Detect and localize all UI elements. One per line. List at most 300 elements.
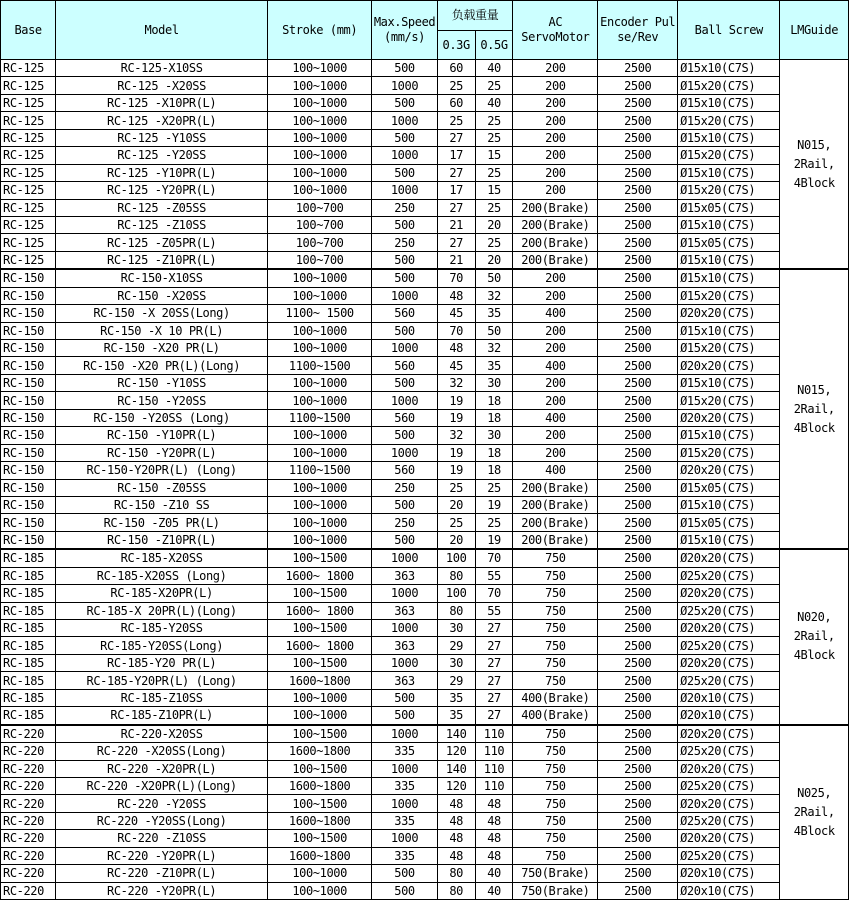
cell-load-03g: 48 bbox=[437, 812, 475, 829]
cell-load-03g: 45 bbox=[437, 357, 475, 374]
cell-load-03g: 60 bbox=[437, 94, 475, 111]
cell-stroke: 1600~1800 bbox=[267, 743, 371, 760]
cell-stroke: 1600~1800 bbox=[267, 777, 371, 794]
cell-load-05g: 27 bbox=[475, 672, 513, 689]
cell-max-speed: 500 bbox=[372, 129, 437, 146]
cell-ball-screw: Ø20x10(C7S) bbox=[678, 882, 780, 899]
cell-ball-screw: Ø15x10(C7S) bbox=[678, 531, 780, 549]
cell-servo-motor: 750 bbox=[513, 620, 598, 637]
cell-model: RC-220 -X20SS(Long) bbox=[56, 743, 268, 760]
cell-load-05g: 110 bbox=[475, 760, 513, 777]
cell-encoder: 2500 bbox=[598, 882, 678, 899]
cell-max-speed: 1000 bbox=[372, 147, 437, 164]
cell-ball-screw: Ø20x20(C7S) bbox=[678, 409, 780, 426]
cell-load-05g: 48 bbox=[475, 847, 513, 864]
cell-load-03g: 29 bbox=[437, 637, 475, 654]
header-servo-motor: AC ServoMotor bbox=[513, 1, 598, 60]
cell-base: RC-185 bbox=[1, 549, 56, 567]
cell-ball-screw: Ø15x10(C7S) bbox=[678, 427, 780, 444]
cell-max-speed: 335 bbox=[372, 847, 437, 864]
cell-encoder: 2500 bbox=[598, 199, 678, 216]
cell-ball-screw: Ø20x20(C7S) bbox=[678, 795, 780, 812]
cell-servo-motor: 750 bbox=[513, 760, 598, 777]
cell-ball-screw: Ø15x20(C7S) bbox=[678, 112, 780, 129]
cell-base: RC-125 bbox=[1, 234, 56, 251]
cell-load-05g: 20 bbox=[475, 251, 513, 269]
table-row bbox=[1, 427, 849, 444]
cell-stroke: 100~1000 bbox=[267, 531, 371, 549]
cell-model: RC-150 -Y10PR(L) bbox=[56, 427, 268, 444]
cell-encoder: 2500 bbox=[598, 269, 678, 287]
cell-model: RC-220 -Y20PR(L) bbox=[56, 847, 268, 864]
cell-load-05g: 27 bbox=[475, 637, 513, 654]
cell-load-05g: 19 bbox=[475, 496, 513, 513]
cell-base: RC-125 bbox=[1, 182, 56, 199]
cell-encoder: 2500 bbox=[598, 847, 678, 864]
cell-ball-screw: Ø20x20(C7S) bbox=[678, 462, 780, 479]
cell-servo-motor: 750(Brake) bbox=[513, 882, 598, 899]
cell-load-03g: 45 bbox=[437, 305, 475, 322]
cell-servo-motor: 750 bbox=[513, 777, 598, 794]
cell-max-speed: 500 bbox=[372, 322, 437, 339]
lm-guide-line: N015, bbox=[797, 137, 832, 152]
cell-stroke: 100~1000 bbox=[267, 129, 371, 146]
cell-lm-guide bbox=[780, 549, 849, 724]
cell-stroke: 100~1000 bbox=[267, 392, 371, 409]
cell-model: RC-185-X20PR(L) bbox=[56, 585, 268, 602]
cell-model: RC-125 -Z05SS bbox=[56, 199, 268, 216]
cell-load-05g: 35 bbox=[475, 357, 513, 374]
cell-max-speed: 335 bbox=[372, 777, 437, 794]
header-encoder: Encoder Pulse/Rev bbox=[598, 1, 678, 60]
cell-ball-screw: Ø15x20(C7S) bbox=[678, 392, 780, 409]
cell-load-03g: 27 bbox=[437, 164, 475, 181]
cell-stroke: 100~1500 bbox=[267, 654, 371, 671]
cell-servo-motor: 750 bbox=[513, 585, 598, 602]
cell-model: RC-185-X 20PR(L)(Long) bbox=[56, 602, 268, 619]
cell-encoder: 2500 bbox=[598, 760, 678, 777]
cell-base: RC-150 bbox=[1, 269, 56, 287]
cell-servo-motor: 400(Brake) bbox=[513, 707, 598, 725]
cell-stroke: 100~1500 bbox=[267, 549, 371, 567]
cell-max-speed: 1000 bbox=[372, 287, 437, 304]
cell-servo-motor: 200(Brake) bbox=[513, 251, 598, 269]
cell-load-03g: 17 bbox=[437, 182, 475, 199]
cell-encoder: 2500 bbox=[598, 305, 678, 322]
table-row bbox=[1, 830, 849, 847]
cell-stroke: 1100~ 1500 bbox=[267, 305, 371, 322]
cell-load-05g: 50 bbox=[475, 322, 513, 339]
cell-load-05g: 18 bbox=[475, 409, 513, 426]
table-row bbox=[1, 514, 849, 531]
table-row bbox=[1, 689, 849, 706]
cell-ball-screw: Ø15x20(C7S) bbox=[678, 287, 780, 304]
cell-model: RC-185-X20SS bbox=[56, 549, 268, 567]
cell-load-05g: 18 bbox=[475, 462, 513, 479]
cell-max-speed: 500 bbox=[372, 60, 437, 77]
cell-servo-motor: 750 bbox=[513, 830, 598, 847]
cell-base: RC-185 bbox=[1, 602, 56, 619]
lm-guide-line: 4Block bbox=[793, 823, 835, 838]
cell-model: RC-185-Y20SS bbox=[56, 620, 268, 637]
table-row bbox=[1, 637, 849, 654]
header-ball-screw: Ball Screw bbox=[678, 1, 780, 60]
header-base: Base bbox=[1, 1, 56, 60]
cell-load-05g: 18 bbox=[475, 392, 513, 409]
table-row bbox=[1, 129, 849, 146]
cell-load-05g: 19 bbox=[475, 531, 513, 549]
cell-load-03g: 21 bbox=[437, 216, 475, 233]
cell-ball-screw: Ø20x20(C7S) bbox=[678, 357, 780, 374]
cell-load-03g: 27 bbox=[437, 234, 475, 251]
cell-ball-screw: Ø25x20(C7S) bbox=[678, 812, 780, 829]
cell-lm-guide bbox=[780, 725, 849, 900]
cell-stroke: 100~1500 bbox=[267, 795, 371, 812]
cell-servo-motor: 750 bbox=[513, 637, 598, 654]
cell-model: RC-125 -Z10SS bbox=[56, 216, 268, 233]
cell-model: RC-150 -Z05 PR(L) bbox=[56, 514, 268, 531]
cell-load-05g: 25 bbox=[475, 514, 513, 531]
cell-max-speed: 250 bbox=[372, 479, 437, 496]
cell-load-05g: 55 bbox=[475, 567, 513, 584]
cell-max-speed: 1000 bbox=[372, 760, 437, 777]
cell-max-speed: 500 bbox=[372, 269, 437, 287]
cell-max-speed: 1000 bbox=[372, 830, 437, 847]
table-row bbox=[1, 251, 849, 269]
cell-load-03g: 20 bbox=[437, 496, 475, 513]
cell-servo-motor: 200 bbox=[513, 287, 598, 304]
table-row bbox=[1, 374, 849, 391]
cell-ball-screw: Ø25x20(C7S) bbox=[678, 672, 780, 689]
cell-base: RC-220 bbox=[1, 830, 56, 847]
cell-load-03g: 19 bbox=[437, 392, 475, 409]
cell-stroke: 1100~1500 bbox=[267, 462, 371, 479]
cell-load-03g: 80 bbox=[437, 865, 475, 882]
cell-base: RC-150 bbox=[1, 287, 56, 304]
cell-max-speed: 363 bbox=[372, 672, 437, 689]
cell-max-speed: 500 bbox=[372, 94, 437, 111]
cell-stroke: 100~1000 bbox=[267, 514, 371, 531]
cell-encoder: 2500 bbox=[598, 216, 678, 233]
cell-encoder: 2500 bbox=[598, 77, 678, 94]
cell-ball-screw: Ø20x20(C7S) bbox=[678, 585, 780, 602]
cell-load-05g: 30 bbox=[475, 427, 513, 444]
cell-model: RC-150 -Y20SS bbox=[56, 392, 268, 409]
lm-guide-line: N015, bbox=[797, 382, 832, 397]
lm-guide-line: 4Block bbox=[793, 420, 835, 435]
table-row bbox=[1, 462, 849, 479]
cell-servo-motor: 200 bbox=[513, 444, 598, 461]
table-row bbox=[1, 269, 849, 287]
cell-load-03g: 21 bbox=[437, 251, 475, 269]
lm-guide-line: 2Rail, bbox=[793, 804, 835, 819]
cell-load-05g: 48 bbox=[475, 795, 513, 812]
cell-model: RC-185-Y20 PR(L) bbox=[56, 654, 268, 671]
cell-max-speed: 500 bbox=[372, 531, 437, 549]
cell-max-speed: 500 bbox=[372, 216, 437, 233]
cell-model: RC-150 -Y10SS bbox=[56, 374, 268, 391]
cell-servo-motor: 750(Brake) bbox=[513, 865, 598, 882]
cell-ball-screw: Ø15x10(C7S) bbox=[678, 496, 780, 513]
cell-load-03g: 35 bbox=[437, 707, 475, 725]
cell-base: RC-185 bbox=[1, 620, 56, 637]
cell-load-05g: 18 bbox=[475, 444, 513, 461]
table-row bbox=[1, 672, 849, 689]
cell-ball-screw: Ø20x20(C7S) bbox=[678, 549, 780, 567]
cell-model: RC-150 -X20 PR(L)(Long) bbox=[56, 357, 268, 374]
cell-model: RC-220 -Z10PR(L) bbox=[56, 865, 268, 882]
cell-model: RC-125 -Y10PR(L) bbox=[56, 164, 268, 181]
cell-base: RC-125 bbox=[1, 199, 56, 216]
table-row bbox=[1, 882, 849, 899]
cell-servo-motor: 200 bbox=[513, 340, 598, 357]
table-row bbox=[1, 725, 849, 743]
cell-servo-motor: 750 bbox=[513, 567, 598, 584]
cell-max-speed: 335 bbox=[372, 743, 437, 760]
cell-model: RC-150-X10SS bbox=[56, 269, 268, 287]
cell-load-03g: 25 bbox=[437, 479, 475, 496]
cell-load-03g: 19 bbox=[437, 462, 475, 479]
table-row bbox=[1, 531, 849, 549]
lm-guide-line: 2Rail, bbox=[793, 401, 835, 416]
cell-encoder: 2500 bbox=[598, 830, 678, 847]
cell-ball-screw: Ø20x10(C7S) bbox=[678, 689, 780, 706]
cell-encoder: 2500 bbox=[598, 129, 678, 146]
cell-ball-screw: Ø25x20(C7S) bbox=[678, 743, 780, 760]
cell-encoder: 2500 bbox=[598, 795, 678, 812]
cell-load-05g: 40 bbox=[475, 60, 513, 77]
cell-load-05g: 110 bbox=[475, 725, 513, 743]
cell-model: RC-185-Z10PR(L) bbox=[56, 707, 268, 725]
cell-load-05g: 25 bbox=[475, 112, 513, 129]
cell-load-03g: 27 bbox=[437, 129, 475, 146]
cell-servo-motor: 200 bbox=[513, 182, 598, 199]
cell-stroke: 100~1500 bbox=[267, 760, 371, 777]
cell-encoder: 2500 bbox=[598, 654, 678, 671]
cell-encoder: 2500 bbox=[598, 812, 678, 829]
table-row bbox=[1, 585, 849, 602]
table-row bbox=[1, 409, 849, 426]
cell-load-05g: 20 bbox=[475, 216, 513, 233]
cell-ball-screw: Ø25x20(C7S) bbox=[678, 847, 780, 864]
table-row bbox=[1, 322, 849, 339]
cell-ball-screw: Ø15x10(C7S) bbox=[678, 374, 780, 391]
cell-stroke: 1100~1500 bbox=[267, 409, 371, 426]
cell-encoder: 2500 bbox=[598, 60, 678, 77]
cell-encoder: 2500 bbox=[598, 322, 678, 339]
cell-servo-motor: 750 bbox=[513, 654, 598, 671]
cell-model: RC-125 -Y10SS bbox=[56, 129, 268, 146]
cell-load-03g: 27 bbox=[437, 199, 475, 216]
cell-max-speed: 1000 bbox=[372, 340, 437, 357]
cell-servo-motor: 200 bbox=[513, 392, 598, 409]
table-row bbox=[1, 444, 849, 461]
header-load-03g: 0.3G bbox=[437, 31, 475, 60]
cell-servo-motor: 750 bbox=[513, 602, 598, 619]
cell-model: RC-185-X20SS (Long) bbox=[56, 567, 268, 584]
cell-encoder: 2500 bbox=[598, 672, 678, 689]
cell-stroke: 1600~1800 bbox=[267, 847, 371, 864]
cell-servo-motor: 200(Brake) bbox=[513, 234, 598, 251]
cell-base: RC-220 bbox=[1, 725, 56, 743]
cell-stroke: 100~1000 bbox=[267, 164, 371, 181]
cell-stroke: 1600~ 1800 bbox=[267, 637, 371, 654]
cell-load-03g: 48 bbox=[437, 847, 475, 864]
cell-model: RC-220-X20SS bbox=[56, 725, 268, 743]
cell-stroke: 1100~1500 bbox=[267, 357, 371, 374]
cell-model: RC-150 -Z10 SS bbox=[56, 496, 268, 513]
cell-encoder: 2500 bbox=[598, 725, 678, 743]
cell-servo-motor: 200(Brake) bbox=[513, 199, 598, 216]
cell-stroke: 100~1000 bbox=[267, 427, 371, 444]
cell-load-03g: 30 bbox=[437, 620, 475, 637]
cell-lm-guide bbox=[780, 60, 849, 270]
table-row bbox=[1, 567, 849, 584]
cell-stroke: 100~1000 bbox=[267, 147, 371, 164]
cell-servo-motor: 200(Brake) bbox=[513, 496, 598, 513]
cell-max-speed: 1000 bbox=[372, 549, 437, 567]
cell-stroke: 100~1500 bbox=[267, 620, 371, 637]
cell-load-05g: 40 bbox=[475, 882, 513, 899]
cell-load-03g: 48 bbox=[437, 830, 475, 847]
cell-ball-screw: Ø15x20(C7S) bbox=[678, 182, 780, 199]
cell-max-speed: 500 bbox=[372, 882, 437, 899]
cell-load-03g: 100 bbox=[437, 585, 475, 602]
cell-encoder: 2500 bbox=[598, 549, 678, 567]
cell-load-03g: 140 bbox=[437, 760, 475, 777]
cell-max-speed: 560 bbox=[372, 462, 437, 479]
cell-load-05g: 15 bbox=[475, 182, 513, 199]
cell-ball-screw: Ø15x10(C7S) bbox=[678, 60, 780, 77]
cell-encoder: 2500 bbox=[598, 620, 678, 637]
cell-base: RC-220 bbox=[1, 777, 56, 794]
cell-base: RC-125 bbox=[1, 77, 56, 94]
table-row bbox=[1, 112, 849, 129]
cell-servo-motor: 750 bbox=[513, 725, 598, 743]
cell-model: RC-125-X10SS bbox=[56, 60, 268, 77]
cell-base: RC-125 bbox=[1, 60, 56, 77]
cell-base: RC-125 bbox=[1, 216, 56, 233]
cell-ball-screw: Ø15x10(C7S) bbox=[678, 269, 780, 287]
cell-servo-motor: 200 bbox=[513, 112, 598, 129]
cell-base: RC-150 bbox=[1, 340, 56, 357]
cell-base: RC-220 bbox=[1, 812, 56, 829]
table-row bbox=[1, 77, 849, 94]
cell-ball-screw: Ø15x05(C7S) bbox=[678, 234, 780, 251]
cell-stroke: 100~1500 bbox=[267, 725, 371, 743]
cell-ball-screw: Ø15x20(C7S) bbox=[678, 147, 780, 164]
cell-ball-screw: Ø15x10(C7S) bbox=[678, 251, 780, 269]
cell-load-05g: 40 bbox=[475, 865, 513, 882]
cell-stroke: 100~1000 bbox=[267, 182, 371, 199]
cell-encoder: 2500 bbox=[598, 164, 678, 181]
cell-load-05g: 27 bbox=[475, 654, 513, 671]
cell-load-05g: 32 bbox=[475, 340, 513, 357]
cell-encoder: 2500 bbox=[598, 865, 678, 882]
cell-ball-screw: Ø20x20(C7S) bbox=[678, 760, 780, 777]
cell-stroke: 100~700 bbox=[267, 199, 371, 216]
cell-stroke: 1600~1800 bbox=[267, 812, 371, 829]
lm-guide-line: 4Block bbox=[793, 175, 835, 190]
cell-encoder: 2500 bbox=[598, 392, 678, 409]
cell-base: RC-150 bbox=[1, 531, 56, 549]
cell-servo-motor: 400 bbox=[513, 462, 598, 479]
table-row bbox=[1, 479, 849, 496]
cell-servo-motor: 200 bbox=[513, 269, 598, 287]
cell-max-speed: 500 bbox=[372, 251, 437, 269]
table-row bbox=[1, 496, 849, 513]
cell-model: RC-220 -Y20SS bbox=[56, 795, 268, 812]
cell-encoder: 2500 bbox=[598, 777, 678, 794]
cell-load-05g: 32 bbox=[475, 287, 513, 304]
cell-servo-motor: 400 bbox=[513, 357, 598, 374]
cell-base: RC-150 bbox=[1, 444, 56, 461]
cell-max-speed: 250 bbox=[372, 514, 437, 531]
cell-base: RC-125 bbox=[1, 129, 56, 146]
cell-encoder: 2500 bbox=[598, 602, 678, 619]
cell-encoder: 2500 bbox=[598, 112, 678, 129]
header-load: 负载重量 bbox=[437, 1, 513, 31]
cell-model: RC-220 -Y20SS(Long) bbox=[56, 812, 268, 829]
cell-encoder: 2500 bbox=[598, 743, 678, 760]
cell-ball-screw: Ø20x20(C7S) bbox=[678, 654, 780, 671]
cell-servo-motor: 200 bbox=[513, 427, 598, 444]
table-row bbox=[1, 549, 849, 567]
cell-ball-screw: Ø20x10(C7S) bbox=[678, 865, 780, 882]
cell-base: RC-150 bbox=[1, 514, 56, 531]
cell-ball-screw: Ø20x10(C7S) bbox=[678, 707, 780, 725]
cell-stroke: 100~1000 bbox=[267, 496, 371, 513]
cell-stroke: 100~1000 bbox=[267, 322, 371, 339]
cell-base: RC-150 bbox=[1, 409, 56, 426]
cell-model: RC-220 -Z10SS bbox=[56, 830, 268, 847]
cell-max-speed: 1000 bbox=[372, 182, 437, 199]
cell-encoder: 2500 bbox=[598, 357, 678, 374]
cell-servo-motor: 200 bbox=[513, 374, 598, 391]
cell-base: RC-150 bbox=[1, 374, 56, 391]
cell-servo-motor: 200 bbox=[513, 147, 598, 164]
cell-load-03g: 30 bbox=[437, 654, 475, 671]
cell-load-03g: 20 bbox=[437, 531, 475, 549]
cell-encoder: 2500 bbox=[598, 234, 678, 251]
cell-load-05g: 25 bbox=[475, 164, 513, 181]
cell-load-03g: 25 bbox=[437, 112, 475, 129]
cell-load-03g: 80 bbox=[437, 882, 475, 899]
cell-servo-motor: 750 bbox=[513, 743, 598, 760]
cell-base: RC-150 bbox=[1, 427, 56, 444]
cell-base: RC-185 bbox=[1, 637, 56, 654]
cell-max-speed: 1000 bbox=[372, 725, 437, 743]
cell-max-speed: 500 bbox=[372, 865, 437, 882]
cell-base: RC-185 bbox=[1, 567, 56, 584]
cell-load-03g: 70 bbox=[437, 269, 475, 287]
cell-load-03g: 19 bbox=[437, 444, 475, 461]
cell-encoder: 2500 bbox=[598, 427, 678, 444]
cell-load-03g: 17 bbox=[437, 147, 475, 164]
cell-servo-motor: 750 bbox=[513, 549, 598, 567]
cell-ball-screw: Ø15x20(C7S) bbox=[678, 77, 780, 94]
cell-load-03g: 48 bbox=[437, 795, 475, 812]
table-row bbox=[1, 60, 849, 77]
cell-load-03g: 32 bbox=[437, 374, 475, 391]
lm-guide-line: 2Rail, bbox=[793, 629, 835, 644]
cell-max-speed: 500 bbox=[372, 689, 437, 706]
cell-load-03g: 35 bbox=[437, 689, 475, 706]
cell-load-05g: 40 bbox=[475, 94, 513, 111]
cell-load-05g: 50 bbox=[475, 269, 513, 287]
cell-stroke: 100~1000 bbox=[267, 374, 371, 391]
cell-load-03g: 80 bbox=[437, 567, 475, 584]
